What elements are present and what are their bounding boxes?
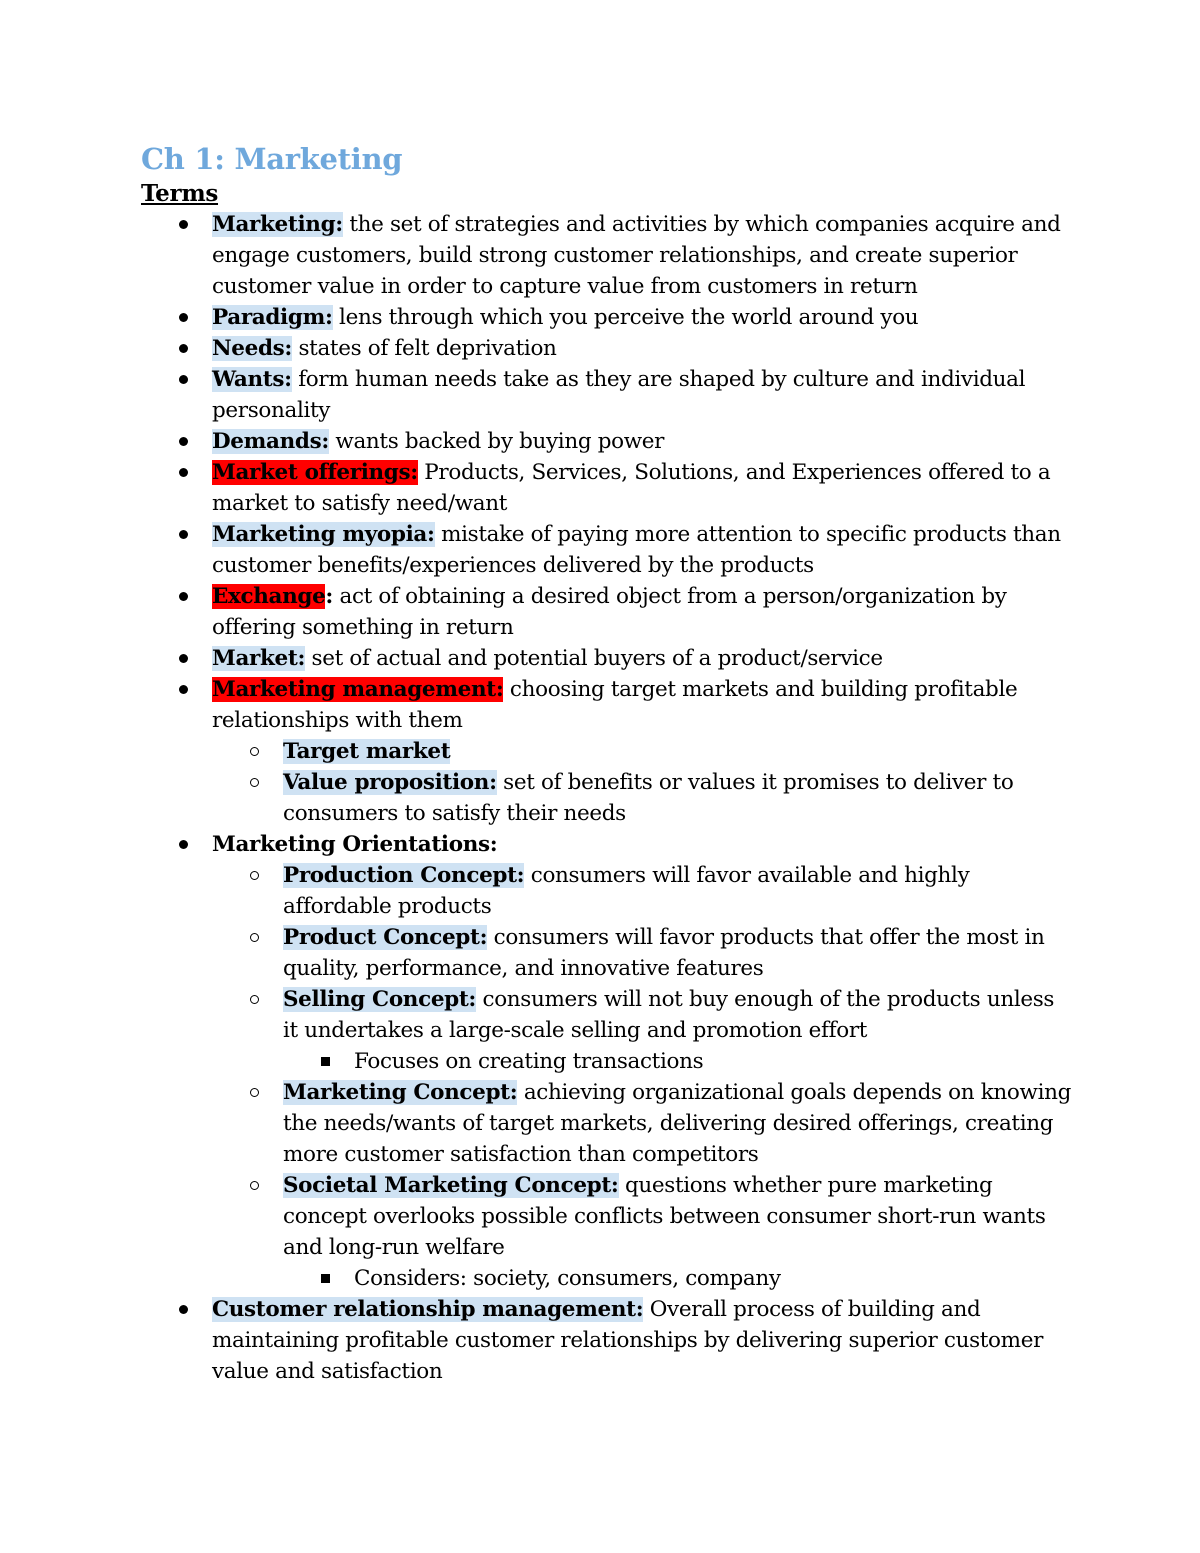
bullet-icon — [179, 220, 188, 229]
note-text: Considers: society, consumers, company — [354, 1266, 781, 1291]
hollow-bullet-icon — [250, 871, 259, 880]
sub-list — [212, 736, 1071, 829]
bullet-icon — [179, 437, 188, 446]
hollow-bullet-icon — [250, 747, 259, 756]
bullet-icon — [179, 468, 188, 477]
list-item — [141, 209, 1071, 302]
term-label: Societal Marketing Concept: — [283, 1173, 619, 1198]
hollow-bullet-icon — [250, 1088, 259, 1097]
term-colon: : — [325, 584, 333, 609]
term-definition: consumers will favor products that offer the most in quality, performance, and innovative features — [283, 925, 1045, 981]
term-definition: Overall process of building and maintaining profitable customer relationships by delivering superior customer value and satisfaction — [212, 1297, 1043, 1384]
term-definition: lens through which you perceive the world around you — [332, 305, 919, 330]
bullet-icon — [179, 344, 188, 353]
list-item — [141, 519, 1071, 581]
sub-list-item — [212, 1077, 1071, 1170]
sub-list-item — [212, 860, 1071, 922]
bullet-icon — [179, 313, 188, 322]
list-item — [141, 364, 1071, 426]
bullet-icon — [179, 592, 188, 601]
sub-list-item — [212, 767, 1071, 829]
term-label: Marketing myopia: — [212, 522, 435, 547]
term-label: Demands: — [212, 429, 329, 454]
bullet-icon — [179, 375, 188, 384]
page-title: Ch 1: Marketing — [141, 142, 403, 176]
terms-list — [141, 209, 1071, 1387]
term-label-red: Market offerings: — [212, 460, 418, 485]
term-label: Product Concept: — [283, 925, 488, 950]
hollow-bullet-icon — [250, 778, 259, 787]
term-label: Paradigm: — [212, 305, 333, 330]
sub-list — [212, 860, 1071, 1294]
term-definition: act of obtaining a desired object from a person/organization by offering something in return — [212, 584, 1007, 640]
list-item — [141, 426, 1071, 457]
list-item — [141, 457, 1071, 519]
term-label: Customer relationship management: — [212, 1297, 644, 1322]
term-label: Marketing: — [212, 212, 343, 237]
square-bullet-icon — [321, 1057, 330, 1066]
term-definition: states of felt deprivation — [291, 336, 557, 361]
section-heading: Terms — [141, 180, 219, 207]
bullet-icon — [179, 685, 188, 694]
term-definition: consumers will favor available and highly affordable products — [283, 863, 970, 919]
list-item — [141, 829, 1071, 1294]
list-item — [141, 643, 1071, 674]
term-label-red: Exchange — [212, 584, 326, 609]
hollow-bullet-icon — [250, 1181, 259, 1190]
document-body — [141, 140, 1071, 1387]
sub-sub-list-item — [283, 1046, 1071, 1077]
term-label: Needs: — [212, 336, 292, 361]
term-label-red: Marketing management: — [212, 677, 504, 702]
term-label: Value proposition: — [283, 770, 497, 795]
list-item — [141, 674, 1071, 829]
list-item — [141, 333, 1071, 364]
term-label: Selling Concept: — [283, 987, 477, 1012]
hollow-bullet-icon — [250, 995, 259, 1004]
term-label: Wants: — [212, 367, 292, 392]
term-definition: form human needs take as they are shaped by culture and individual personality — [212, 367, 1026, 423]
term-definition: Products, Services, Solutions, and Experiences offered to a market to satisfy need/want — [212, 460, 1051, 516]
term-definition: consumers will not buy enough of the products unless it undertakes a large-scale selling and promotion effort — [283, 987, 1055, 1043]
term-definition: the set of strategies and activities by which companies acquire and engage customers, build strong customer relationships, and create superior customer value in order to capture value from customers in return — [212, 212, 1061, 299]
term-definition: set of benefits or values it promises to deliver to consumers to satisfy their needs — [283, 770, 1014, 826]
sub-sub-list — [283, 1046, 1071, 1077]
note-text: Focuses on creating transactions — [354, 1049, 704, 1074]
bullet-icon — [179, 530, 188, 539]
term-definition: choosing target markets and building profitable relationships with them — [212, 677, 1018, 733]
term-label: Marketing Concept: — [283, 1080, 518, 1105]
term-label: Target market — [283, 739, 451, 764]
term-label: Market: — [212, 646, 306, 671]
sub-list-item — [212, 1170, 1071, 1294]
sub-list-item — [212, 736, 1071, 767]
bullet-icon — [179, 654, 188, 663]
bullet-icon — [179, 840, 188, 849]
term-definition: wants backed by buying power — [328, 429, 665, 454]
term-definition: mistake of paying more attention to specific products than customer benefits/experiences delivered by the products — [212, 522, 1061, 578]
bullet-icon — [179, 1305, 188, 1314]
term-definition: set of actual and potential buyers of a product/service — [305, 646, 883, 671]
term-definition: questions whether pure marketing concept overlooks possible conflicts between consumer short-run wants and long-run welfare — [283, 1173, 1046, 1260]
term-definition: achieving organizational goals depends on knowing the needs/wants of target markets, delivering desired offerings, creating more customer satisfaction than competitors — [283, 1080, 1072, 1167]
sub-sub-list — [283, 1263, 1071, 1294]
term-label: Marketing Orientations: — [212, 832, 498, 857]
list-item — [141, 1294, 1071, 1387]
hollow-bullet-icon — [250, 933, 259, 942]
list-item — [141, 302, 1071, 333]
square-bullet-icon — [321, 1274, 330, 1283]
sub-sub-list-item — [283, 1263, 1071, 1294]
term-label: Production Concept: — [283, 863, 525, 888]
sub-list-item — [212, 922, 1071, 984]
sub-list-item — [212, 984, 1071, 1077]
list-item — [141, 581, 1071, 643]
